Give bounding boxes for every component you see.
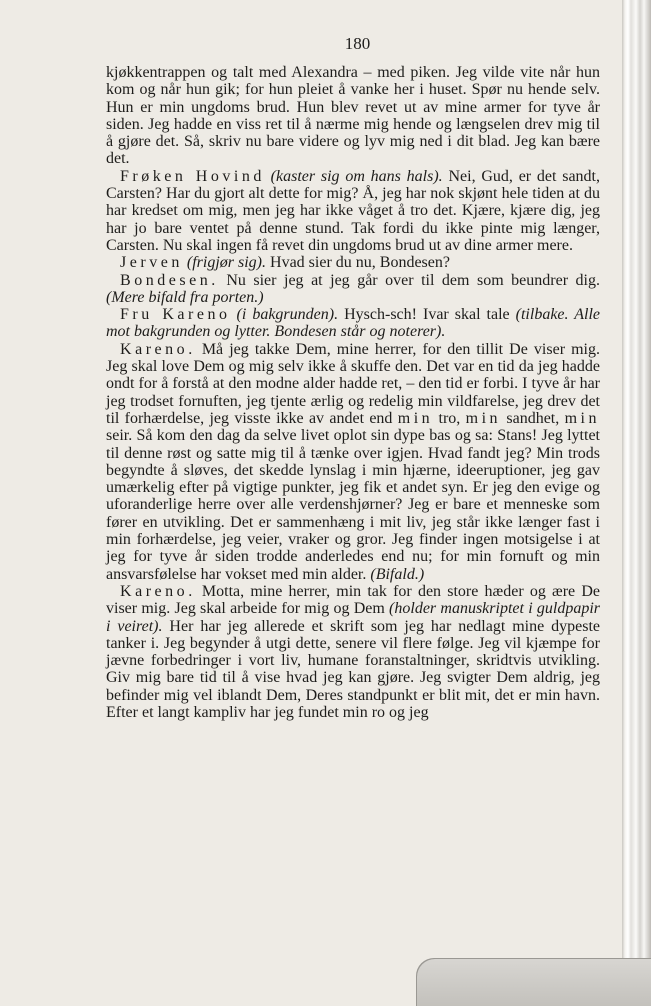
stage-direction: (holder manuskriptet i guldpapir i veiret). [106,600,600,635]
body-text [106,64,600,721]
dialogue-text: Her har jeg allerede et skrift som jeg har nedlagt mine dypeste tanker i. Jeg begynder å utgi dette, senere vil flere følge. Jeg vil kjæmpe for jævne forbedringer i vort liv, humane foranstaltninger, skridtvis utvikling. Giv mig bare tid til å vise hvad jeg kan gjøre. Jeg svigter Dem aldrig, jeg befinder mig vel iblandt Dem, Deres standpunkt er blit mit, det er min havn. Efter et langt kampliv har jeg fundet min ro og jeg [106,617,600,721]
stage-direction: (kaster sig om hans hals). [270,167,443,185]
dialogue-text: Må jeg takke Dem, mine herrer, for den tillit De viser mig. Jeg skal love Dem og mig selv ikke å skuffe den. Det var en tid da jeg hadde ondt for å forstå at den modne alder hadde ret, – den tid er forbi. I tyve år har jeg trodset fornuften, jeg tjente ærlig og redelig min vildfarelse, jeg drev det til forhærdelse, jeg visste ikke av andet end [106,340,600,427]
speaker-name: min [564,409,601,427]
paragraph [106,168,600,254]
dialogue-text: kjøkkentrappen og talt med Alexandra – med piken. Jeg vilde vite når hun kom og når hun gik; for hun pleiet å vanke her i huset. Spør nu hende selv. Hun er min ungdoms brud. Hun blev revet ut av mine armer for tyve år siden. Jeg hadde en viss ret til å nærme mig hende og længselen drev mig til å gjøre det. Så, skriv nu bare videre og lyv mig ned i dit blad. Jeg kan bære det. [106,64,600,168]
paragraph [106,583,600,721]
dialogue-text: sandhet, [501,409,565,427]
stage-direction: (frigjør sig). [186,254,267,272]
speaker-name: Jerven [120,254,183,272]
speaker-name: Fru Kareno [120,306,231,324]
speaker-name: min [465,409,502,427]
speaker-name: Bondesen. [120,271,219,289]
speaker-name: min [397,409,434,427]
paragraph [106,306,600,341]
paragraph [106,272,600,307]
dialogue-text: Hvad sier du nu, Bondesen? [266,254,450,272]
page-number: 180 [344,34,371,53]
speaker-name: Frøken Hovind [120,167,265,185]
dialogue-text: Motta, mine herrer, min tak for den store hæder og ære De viser mig. Jeg skal arbeide for mig og Dem [106,582,600,618]
stage-direction: (i bakgrunden). [236,306,339,324]
dialogue-text: tro, [433,409,466,427]
dialogue-text: seir. Så kom den dag da selve livet oplot sin dype bas og sa: Stans! Jeg lyttet til denne røst og satte mig til å tænke over igjen. Hvad fandt jeg? Min trods begyndte å sløves, det skedde lynslag i min hjærne, ideeruptioner, jeg gav umærkelig efter på vigtige punkter, jeg fik et andet syn. Er jeg den evige og uforanderlige herre over alle verdenshjørner? Jeg er bare et menneske som fører en utvikling. Det er sammenhæng i mit liv, jeg står ikke længer fast i min forhærdelse, jeg veier, vraker og gror. Jeg finder ingen motsigelse i at jeg for tyve år siden trodde anderledes end nu; for min fornuft og min ansvarsfølelse har vokset med min alder. [106,427,600,583]
stage-direction: (tilbake. Alle mot bakgrunden og lytter. Bondesen står og noterer). [106,306,601,341]
page-edge [622,0,651,1006]
speaker-name: Kareno. [120,582,196,600]
stage-direction: (Bifald.) [370,565,425,583]
dialogue-text: Nei, Gud, er det sandt, Carsten? Har du gjort alt dette for mig? Å, jeg har nok skjønt hele tiden at du har kredset om mig, men jeg har ikke våget å tro det. Kjære, kjære dig, jeg har jo bare ventet på denne stund. Tak fordi du ikke pinte mig længer, Carsten. Nu skal ingen få revet din ungdoms brud ut av dine armer mere. [106,167,601,254]
paragraph [106,341,600,583]
paragraph [106,64,600,168]
stage-direction: (Mere bifald fra porten.) [106,288,264,306]
paragraph [106,254,600,271]
dialogue-text: Hysch-sch! Ivar skal tale [338,306,516,324]
dialogue-text: Nu sier jeg at jeg går over til dem som beundrer dig. [218,271,600,289]
speaker-name: Kareno. [120,340,196,358]
scanner-tab [416,958,651,1006]
